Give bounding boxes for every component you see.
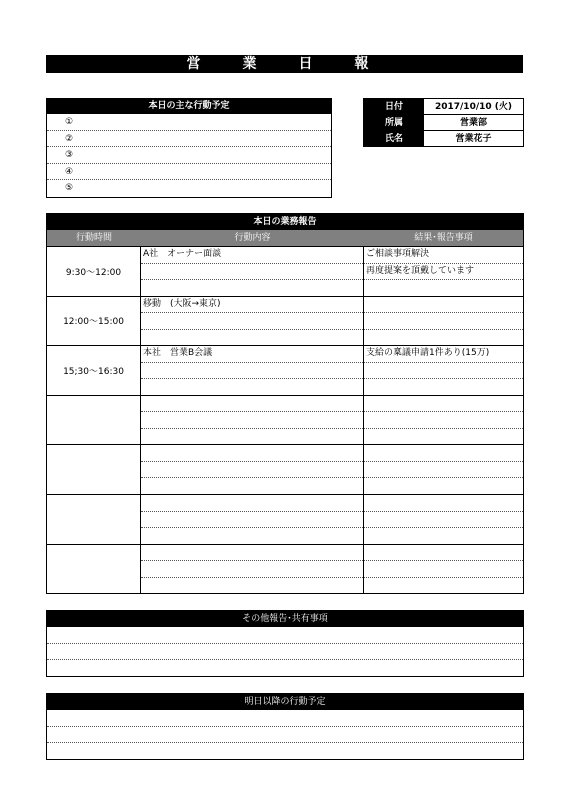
- other-notes-header: その他報告･共有事項: [47, 611, 523, 627]
- other-notes-line[interactable]: [47, 644, 523, 661]
- action-cell[interactable]: [141, 396, 363, 413]
- report-header: 本日の業務報告: [47, 214, 523, 230]
- date-row: [364, 99, 523, 115]
- other-notes-line[interactable]: [47, 660, 523, 677]
- action-cell[interactable]: [141, 313, 363, 330]
- block-results: [364, 445, 523, 494]
- result-cell[interactable]: [364, 528, 523, 544]
- next-plan-header: 明日以降の行動予定: [47, 694, 523, 710]
- report-block: [47, 494, 523, 544]
- action-cell[interactable]: [141, 462, 363, 479]
- block-actions: [141, 545, 364, 594]
- next-plan-line[interactable]: [47, 710, 523, 727]
- next-plan-line[interactable]: [47, 743, 523, 760]
- report-block: [47, 444, 523, 494]
- result-cell[interactable]: [364, 396, 523, 413]
- plan-item-2[interactable]: [47, 131, 331, 148]
- block-results: [364, 346, 523, 395]
- result-cell[interactable]: [364, 429, 523, 445]
- result-cell[interactable]: [364, 280, 523, 296]
- info-section: [363, 98, 524, 147]
- block-time[interactable]: 9:30～12:00: [47, 247, 141, 296]
- report-column-headers: [47, 230, 523, 246]
- daily-plan-section: [46, 98, 332, 198]
- result-cell[interactable]: [364, 462, 523, 479]
- block-results: [364, 396, 523, 445]
- date-label: 日付: [364, 99, 424, 114]
- action-cell[interactable]: [141, 264, 363, 281]
- name-value[interactable]: 営業花子: [455, 134, 492, 144]
- block-time[interactable]: [47, 545, 141, 594]
- action-cell[interactable]: [141, 379, 363, 395]
- action-cell[interactable]: [141, 578, 363, 594]
- block-time[interactable]: [47, 396, 141, 445]
- action-cell[interactable]: [141, 363, 363, 380]
- report-block: [47, 395, 523, 445]
- result-cell[interactable]: [364, 561, 523, 578]
- block-results: [364, 545, 523, 594]
- report-rows: [47, 246, 523, 593]
- block-time[interactable]: 12:00～15:00: [47, 297, 141, 346]
- plan-item-3[interactable]: [47, 147, 331, 164]
- result-cell[interactable]: [364, 313, 523, 330]
- action-cell[interactable]: [141, 412, 363, 429]
- dept-row: [364, 115, 523, 131]
- block-actions: [141, 247, 364, 296]
- action-cell[interactable]: [141, 561, 363, 578]
- action-cell[interactable]: [141, 545, 363, 562]
- action-cell[interactable]: [141, 528, 363, 544]
- col-result-header: 結果･報告事項: [414, 233, 473, 243]
- block-time[interactable]: [47, 495, 141, 544]
- action-cell[interactable]: [141, 330, 363, 346]
- report-block: [47, 246, 523, 296]
- result-cell[interactable]: [364, 495, 523, 512]
- report-block: [47, 345, 523, 395]
- result-cell[interactable]: [364, 545, 523, 562]
- block-time[interactable]: 15;30～16:30: [47, 346, 141, 395]
- result-cell[interactable]: [364, 297, 523, 314]
- name-label: 氏名: [364, 131, 424, 146]
- daily-plan-header: 本日の主な行動予定: [47, 99, 331, 114]
- page-title: 営 業 日 報: [46, 55, 523, 73]
- block-actions: [141, 396, 364, 445]
- block-results: [364, 247, 523, 296]
- result-cell[interactable]: [364, 330, 523, 346]
- plan-item-4[interactable]: [47, 164, 331, 181]
- plan-item-number: ④: [65, 166, 74, 177]
- block-actions: [141, 297, 364, 346]
- action-cell[interactable]: [141, 429, 363, 445]
- result-cell[interactable]: [364, 363, 523, 380]
- result-cell[interactable]: [364, 412, 523, 429]
- other-notes-line[interactable]: [47, 627, 523, 644]
- action-cell[interactable]: A社 オーナー面談: [141, 247, 363, 264]
- result-cell[interactable]: [364, 445, 523, 462]
- block-results: [364, 495, 523, 544]
- block-actions: [141, 495, 364, 544]
- plan-item-number: ⑤: [65, 183, 74, 194]
- action-cell[interactable]: [141, 280, 363, 296]
- plan-item-number: ③: [65, 150, 74, 161]
- result-cell[interactable]: 再度提案を頂戴しています: [364, 264, 523, 281]
- action-cell[interactable]: [141, 478, 363, 494]
- result-cell[interactable]: [364, 379, 523, 395]
- report-block: [47, 296, 523, 346]
- next-plan-line[interactable]: [47, 727, 523, 744]
- result-cell[interactable]: 支給の稟議申請1件あり(15万): [364, 346, 523, 363]
- report-section: [46, 213, 524, 594]
- block-actions: [141, 346, 364, 395]
- col-action-header: 行動内容: [234, 233, 271, 243]
- result-cell[interactable]: [364, 578, 523, 594]
- result-cell[interactable]: ご相談事項解決: [364, 247, 523, 264]
- date-value[interactable]: 2017/10/10 (火): [434, 102, 513, 112]
- next-plan-section: [46, 693, 524, 760]
- action-cell[interactable]: 本社 営業B会議: [141, 346, 363, 363]
- dept-value[interactable]: 営業部: [459, 118, 487, 128]
- action-cell[interactable]: [141, 512, 363, 529]
- col-time-header: 行動時間: [75, 233, 112, 243]
- action-cell[interactable]: [141, 495, 363, 512]
- action-cell[interactable]: 移動 (大阪→東京): [141, 297, 363, 314]
- block-actions: [141, 445, 364, 494]
- report-block: [47, 544, 523, 594]
- dept-label: 所属: [364, 115, 424, 130]
- plan-item-number: ①: [65, 117, 74, 127]
- action-cell[interactable]: [141, 445, 363, 462]
- result-cell[interactable]: [364, 478, 523, 494]
- result-cell[interactable]: [364, 512, 523, 529]
- block-time[interactable]: [47, 445, 141, 494]
- plan-item-5[interactable]: [47, 180, 331, 197]
- plan-item-number: ②: [65, 133, 74, 144]
- plan-item-1[interactable]: [47, 114, 331, 131]
- block-results: [364, 297, 523, 346]
- other-notes-section: [46, 610, 524, 677]
- name-row: [364, 131, 523, 146]
